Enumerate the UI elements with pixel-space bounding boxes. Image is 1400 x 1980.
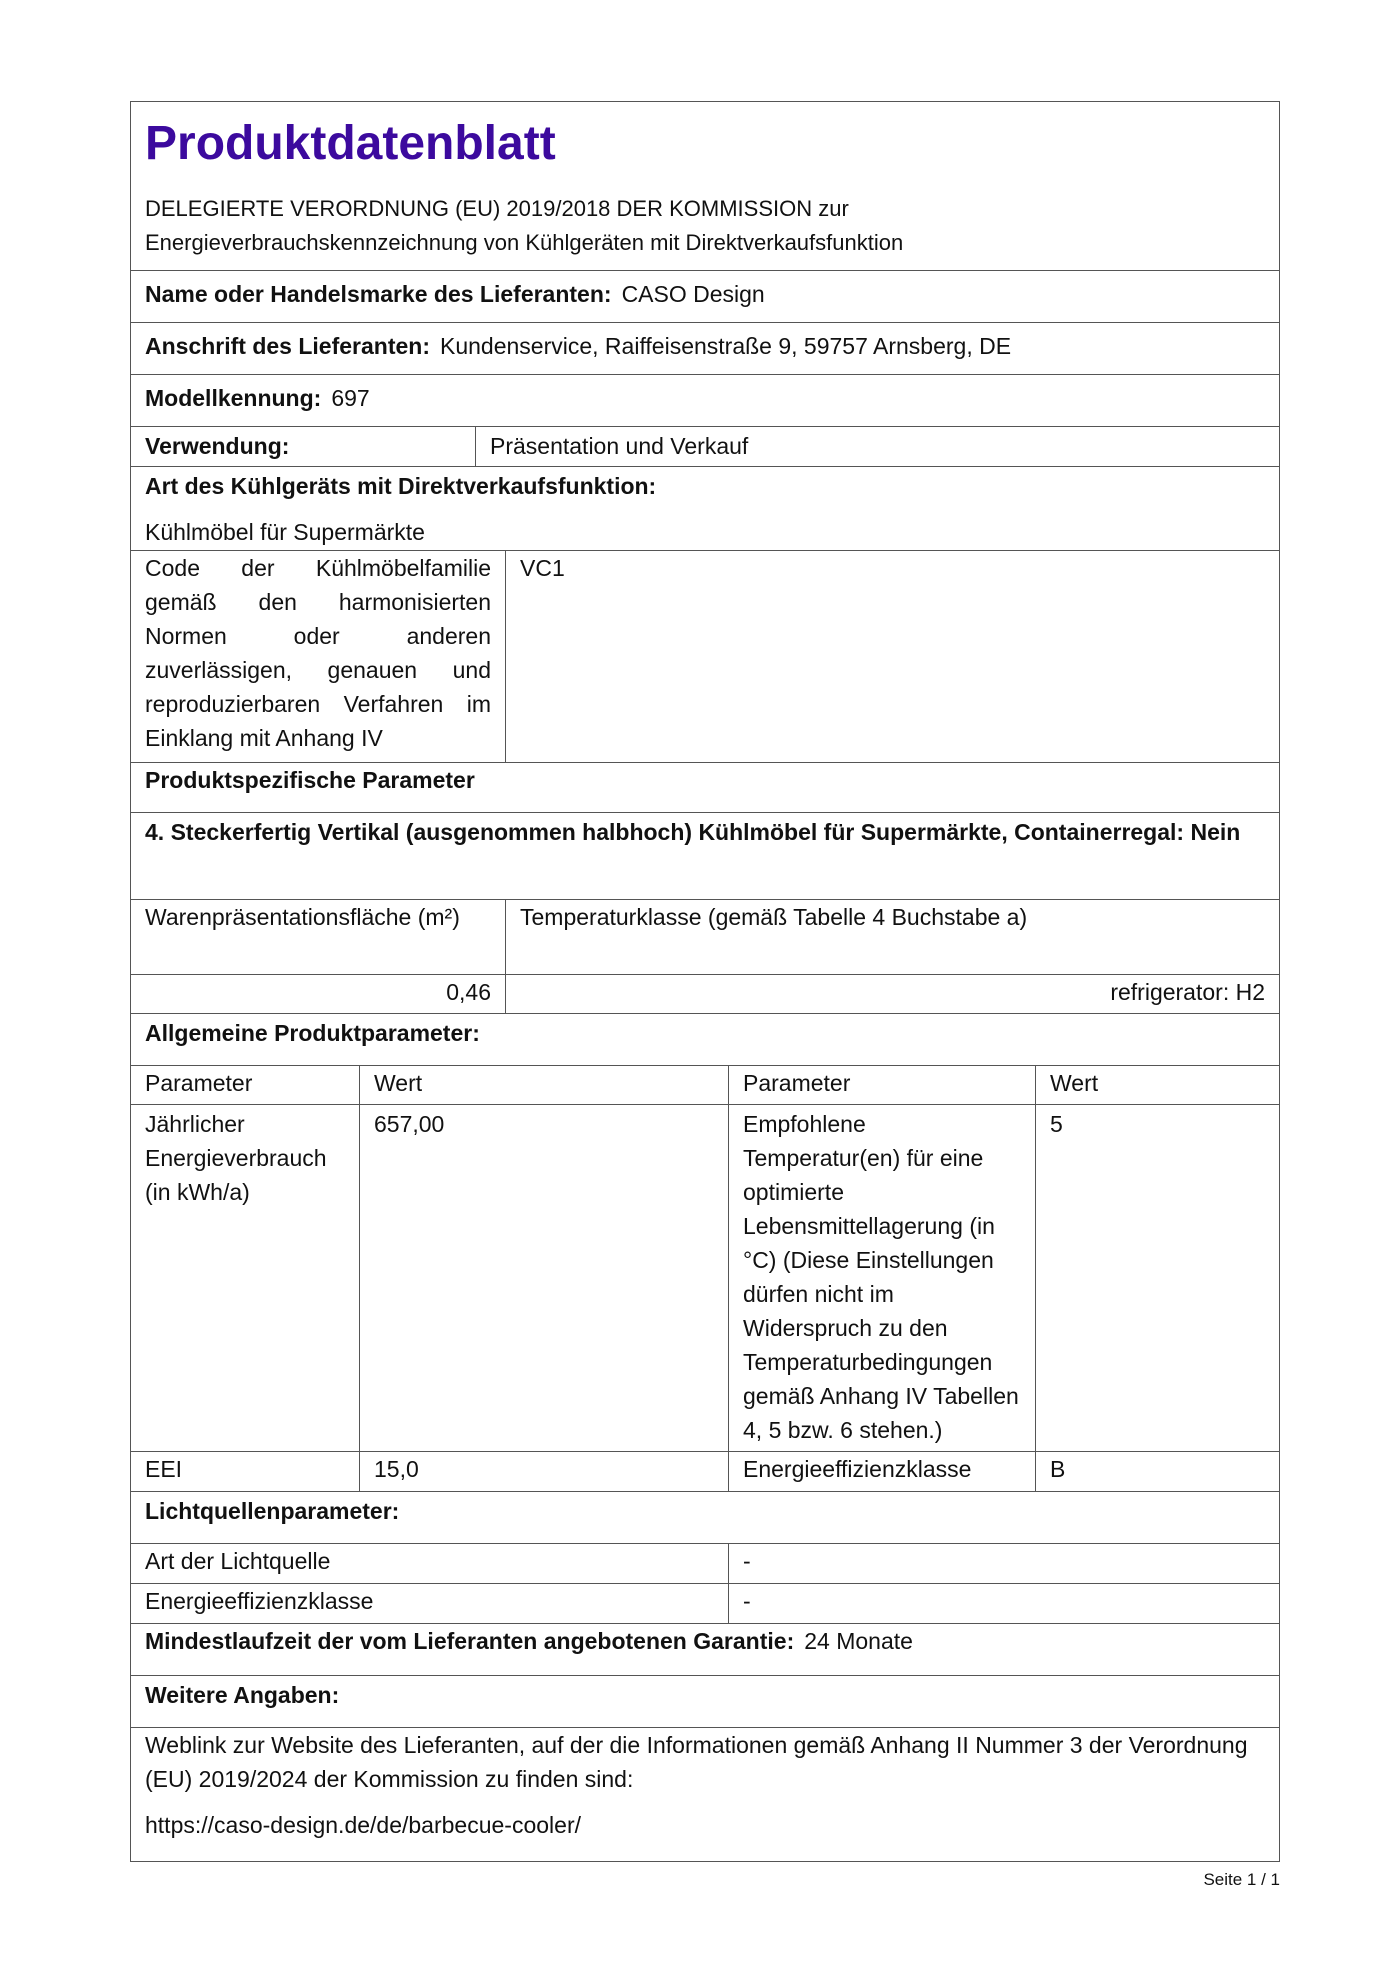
product-specific-heading-row (131, 762, 1279, 812)
product-data-sheet (130, 101, 1280, 1862)
further-heading-row (131, 1675, 1279, 1727)
light-source-energy-class-value: - (728, 1584, 1279, 1623)
supplier-name-value: CASO Design (621, 281, 765, 307)
general-heading-row (131, 1013, 1279, 1065)
parameter-energy-class: Energieeffizienzklasse (728, 1452, 1035, 1491)
general-heading: Allgemeine Produktparameter: (145, 1020, 480, 1046)
supplier-address-label: Anschrift des Lieferanten: (145, 333, 430, 359)
warranty-label: Mindestlaufzeit der vom Lieferanten angebotenen Garantie: (145, 1628, 795, 1654)
table-row (131, 1583, 1279, 1623)
display-area-label: Warenpräsentationsfläche (m²) (145, 904, 460, 930)
table-row (131, 1451, 1279, 1491)
parameter-annual-energy: Jährlicher Energieverbrauch (in kWh/a) (145, 1111, 327, 1205)
light-source-type-label: Art der Lichtquelle (145, 1548, 331, 1574)
appliance-type-value: Kühlmöbel für Supermärkte (145, 519, 425, 545)
light-source-type-value: - (728, 1544, 1279, 1583)
family-code-label: Code der Kühlmöbelfamilie gemäß den harmonisierten Normen oder anderen zuverlässigen, genauen und reproduzierbaren Verfahren im Einklang mit Anhang IV (145, 555, 491, 751)
value-recommended-temperature: 5 (1035, 1105, 1279, 1451)
model-value: 697 (331, 385, 370, 411)
supplier-address-row (131, 322, 1279, 374)
regulation-line-1: DELEGIERTE VERORDNUNG (EU) 2019/2018 DER KOMMISSION zur (145, 196, 849, 221)
light-source-energy-class-label: Energieeffizienzklasse (145, 1588, 374, 1614)
appliance-type-label: Art des Kühlgeräts mit Direktverkaufsfunktion: (145, 473, 657, 499)
usage-row (131, 426, 1279, 466)
spec-values-row (131, 974, 1279, 1013)
category-row (131, 812, 1279, 899)
page-number: Seite 1 / 1 (1203, 1870, 1280, 1889)
warranty-row (131, 1623, 1279, 1675)
parameter-recommended-temperature: Empfohlene Temperatur(en) für eine optimierte Lebensmittellagerung (in °C) (Diese Einstellungen dürfen nicht im Widerspruch zu den Temperaturbedingungen gemäß Anhang IV Tabellen 4, 5 bzw. 6 stehen.) (728, 1105, 1035, 1451)
value-annual-energy: 657,00 (359, 1105, 728, 1451)
spec-labels-row (131, 899, 1279, 974)
family-code-value: VC1 (505, 551, 1279, 762)
supplier-name-row (131, 270, 1279, 322)
display-area-value: 0,46 (446, 979, 491, 1005)
parameter-eei: EEI (145, 1456, 183, 1482)
supplier-weblink[interactable]: https://caso-design.de/de/barbecue-cooler/ (145, 1812, 581, 1838)
column-header: Wert (359, 1066, 728, 1104)
regulation-line-2: Energieverbrauchskennzeichnung von Kühlgeräten mit Direktverkaufsfunktion (145, 230, 904, 255)
family-code-row (131, 550, 1279, 762)
further-info-text: Weblink zur Website des Lieferanten, auf der die Informationen gemäß Anhang II Nummer 3 der Verordnung (EU) 2019/2024 der Kommission zu finden sind: (145, 1732, 1248, 1792)
supplier-address-value: Kundenservice, Raiffeisenstraße 9, 59757 Arnsberg, DE (440, 333, 1012, 359)
usage-label: Verwendung: (145, 433, 290, 459)
model-row (131, 374, 1279, 426)
column-header: Parameter (145, 1070, 253, 1096)
value-eei: 15,0 (359, 1452, 728, 1491)
temperature-class-label: Temperaturklasse (gemäß Tabelle 4 Buchstabe a) (505, 900, 1279, 974)
further-info-row (131, 1727, 1279, 1861)
category-text: 4. Steckerfertig Vertikal (ausgenommen halbhoch) Kühlmöbel für Supermärkte, Containerregal: Nein (145, 819, 1241, 845)
page-title: Produktdatenblatt (145, 117, 556, 170)
header-cell (131, 102, 1279, 270)
usage-value: Präsentation und Verkauf (475, 427, 1279, 466)
column-header: Wert (1035, 1066, 1279, 1104)
header-row (131, 102, 1279, 270)
appliance-type-row (131, 466, 1279, 550)
further-heading: Weitere Angaben: (145, 1682, 340, 1708)
value-energy-class: B (1035, 1452, 1279, 1491)
product-specific-heading: Produktspezifische Parameter (145, 767, 475, 793)
light-source-heading-row (131, 1491, 1279, 1543)
supplier-name-label: Name oder Handelsmarke des Lieferanten: (145, 281, 612, 307)
light-source-heading: Lichtquellenparameter: (145, 1498, 400, 1524)
table-row (131, 1543, 1279, 1583)
warranty-value: 24 Monate (804, 1628, 913, 1654)
general-header-row (131, 1065, 1279, 1104)
temperature-class-value: refrigerator: H2 (505, 975, 1279, 1013)
table-row (131, 1104, 1279, 1451)
model-label: Modellkennung: (145, 385, 322, 411)
column-header: Parameter (728, 1066, 1035, 1104)
